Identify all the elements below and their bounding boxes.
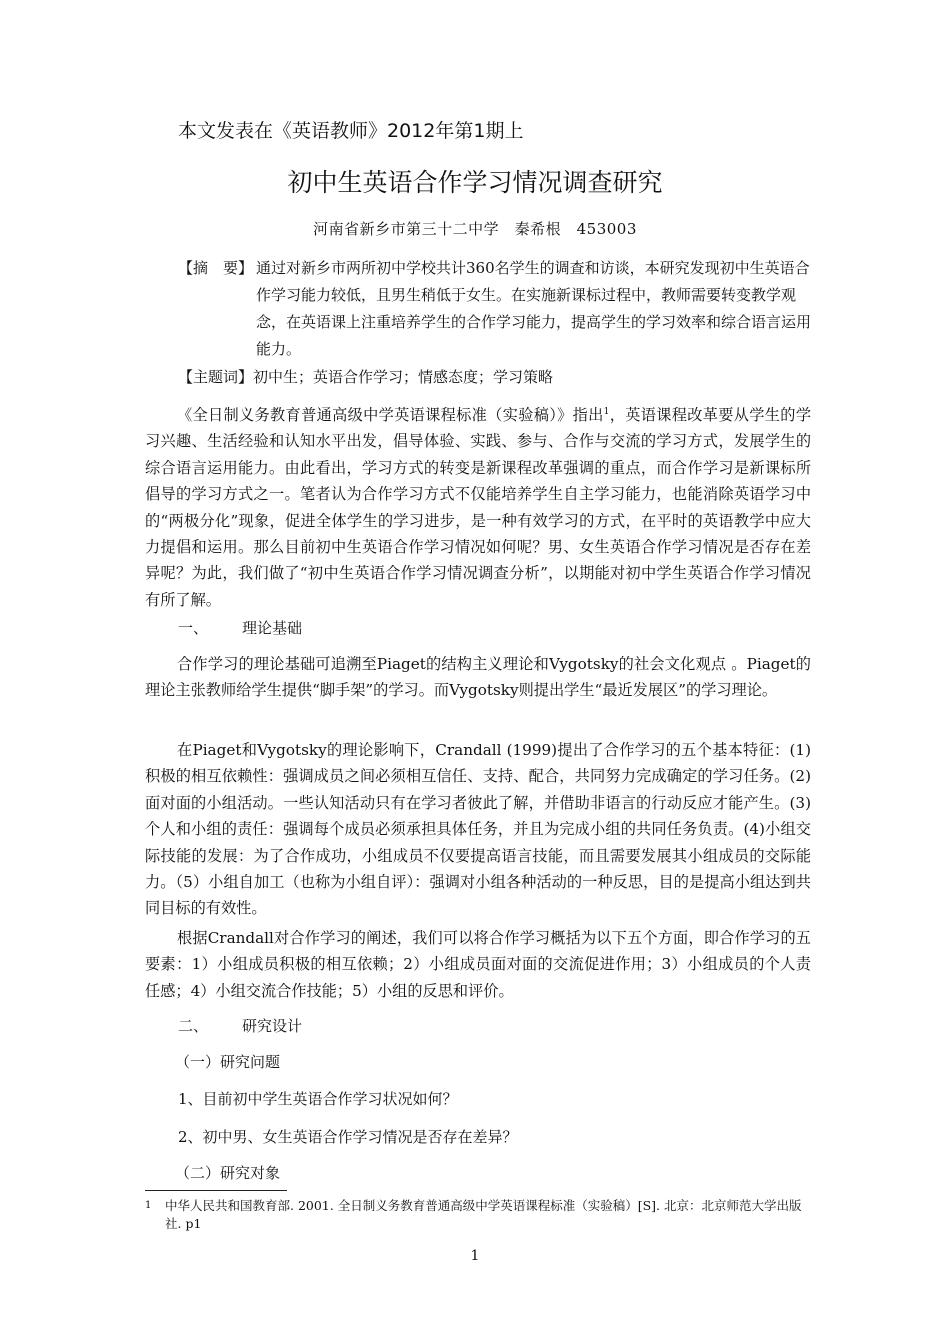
keywords-text: 初中生；英语合作学习；情感态度；学习策略: [253, 368, 554, 386]
footnote-number: 1: [145, 1200, 152, 1211]
paragraph-text: 在Piaget和Vygotsky的理论影响下，Crandall (1999)提出了合作学习的五个基本特征：(1)积极的相互依赖性：强调成员之间必须相互信任、支持、配合，共同努力完成确定的学习任务。(2)面对面的小组活动。一些认知活动只有在学习者彼此了解，并借助非语言的行动反应才能产生。(3)个人和小组的责任：强调每个成员必须承担具体任务，并且为完成小组的共同任务负责。(4)小组交际技能的发展：为了合作成功，小组成员不仅要提高语言技能，而且需要发展其小组成员的交际能力。（5）小组自加工（也称为小组自评）：强调对小组各种活动的一种反思，目的是提高小组达到共同目标的有效性。: [145, 741, 811, 918]
abstract: [178, 255, 818, 363]
intro-text-rest: ，英语课程改革要从学生的学习兴趣、生活经验和认知水平出发，倡导体验、实践、参与、合作与交流的学习方式，发展学生的综合语言运用能力。由此看出，学习方式的转变是新课程改革强调的重点，而合作学习是新课标所倡导的学习方式之一。笔者认为合作学习方式不仅能培养学生自主学习能力，也能消除英语学习中的“两极分化”现象，促进全体学生的学习进步，是一种有效学习的方式，在平时的英语教学中应大力提倡和运用。那么目前初中生英语合作学习情况如何呢？男、女生英语合作学习情况是否存在差异呢？为此，我们做了“初中生英语合作学习情况调查分析”，以期能对初中学生英语合作学习情况有所了解。: [145, 406, 812, 609]
section-number-2: 二、: [178, 1017, 209, 1035]
abstract-label: 【摘 要】: [178, 259, 254, 277]
footnote: [145, 1197, 811, 1233]
subsection-research-subjects: （二）研究对象: [175, 1164, 281, 1182]
page-title: 初中生英语合作学习情况调查研究: [287, 168, 663, 197]
publication-note: 本文发表在《英语教师》2012年第1期上: [178, 120, 524, 142]
author-line: 河南省新乡市第三十二中学 秦希根 453003: [313, 220, 637, 238]
research-question-2: 2、初中男、女生英语合作学习情况是否存在差异？: [178, 1128, 518, 1146]
paragraph-text: 根据Crandall对合作学习的阐述，我们可以将合作学习概括为以下五个方面，即合作学习的五要素：1）小组成员积极的相互依赖；2）小组成员面对面的交流促进作用；3）小组成员的个人责任感；4）小组交流合作技能；5）小组的反思和评价。: [145, 929, 811, 1000]
keywords: [178, 366, 553, 387]
paragraph-text: 合作学习的理论基础可追溯至Piaget的结构主义理论和Vygotsky的社会文化观点 。Piaget的理论主张教师给学生提供“脚手架”的学习。而Vygotsky则提出学生“最近发展区”的学习理论。: [145, 655, 811, 700]
section1-paragraph-1: [145, 651, 811, 704]
section-heading-1: [178, 617, 302, 638]
keywords-label: 【主题词】: [178, 368, 254, 386]
section-title-2: 研究设计: [242, 1017, 303, 1035]
intro-text-start: 《全日制义务教育普通高级中学英语课程标准（实验稿）》指出: [177, 406, 604, 424]
page-number: 1: [470, 1248, 480, 1264]
intro-paragraph: [145, 402, 811, 613]
section1-paragraph-3: [145, 925, 811, 1004]
footnote-text: 中华人民共和国教育部. 2001. 全日制义务教育普通高级中学英语课程标准（实验稿）[S]. 北京：北京师范大学出版社. p1: [165, 1198, 802, 1231]
section-title-1: 理论基础: [242, 619, 303, 637]
footnote-ref[interactable]: 1: [603, 406, 610, 417]
footnote-separator: [145, 1190, 287, 1191]
subsection-research-questions: （一）研究问题: [175, 1053, 281, 1071]
research-question-1: 1、目前初中学生英语合作学习状况如何？: [178, 1090, 458, 1108]
section-number-1: 一、: [178, 619, 209, 637]
section1-paragraph-2: [145, 737, 811, 922]
section-heading-2: [178, 1015, 302, 1036]
abstract-text: 通过对新乡市两所初中学校共计360名学生的调查和访谈，本研究发现初中生英语合作学习能力较低，且男生稍低于女生。在实施新课标过程中，教师需要转变教学观念，在英语课上注重培养学生的合作学习能力，提高学生的学习效率和综合语言运用能力。: [256, 259, 812, 358]
